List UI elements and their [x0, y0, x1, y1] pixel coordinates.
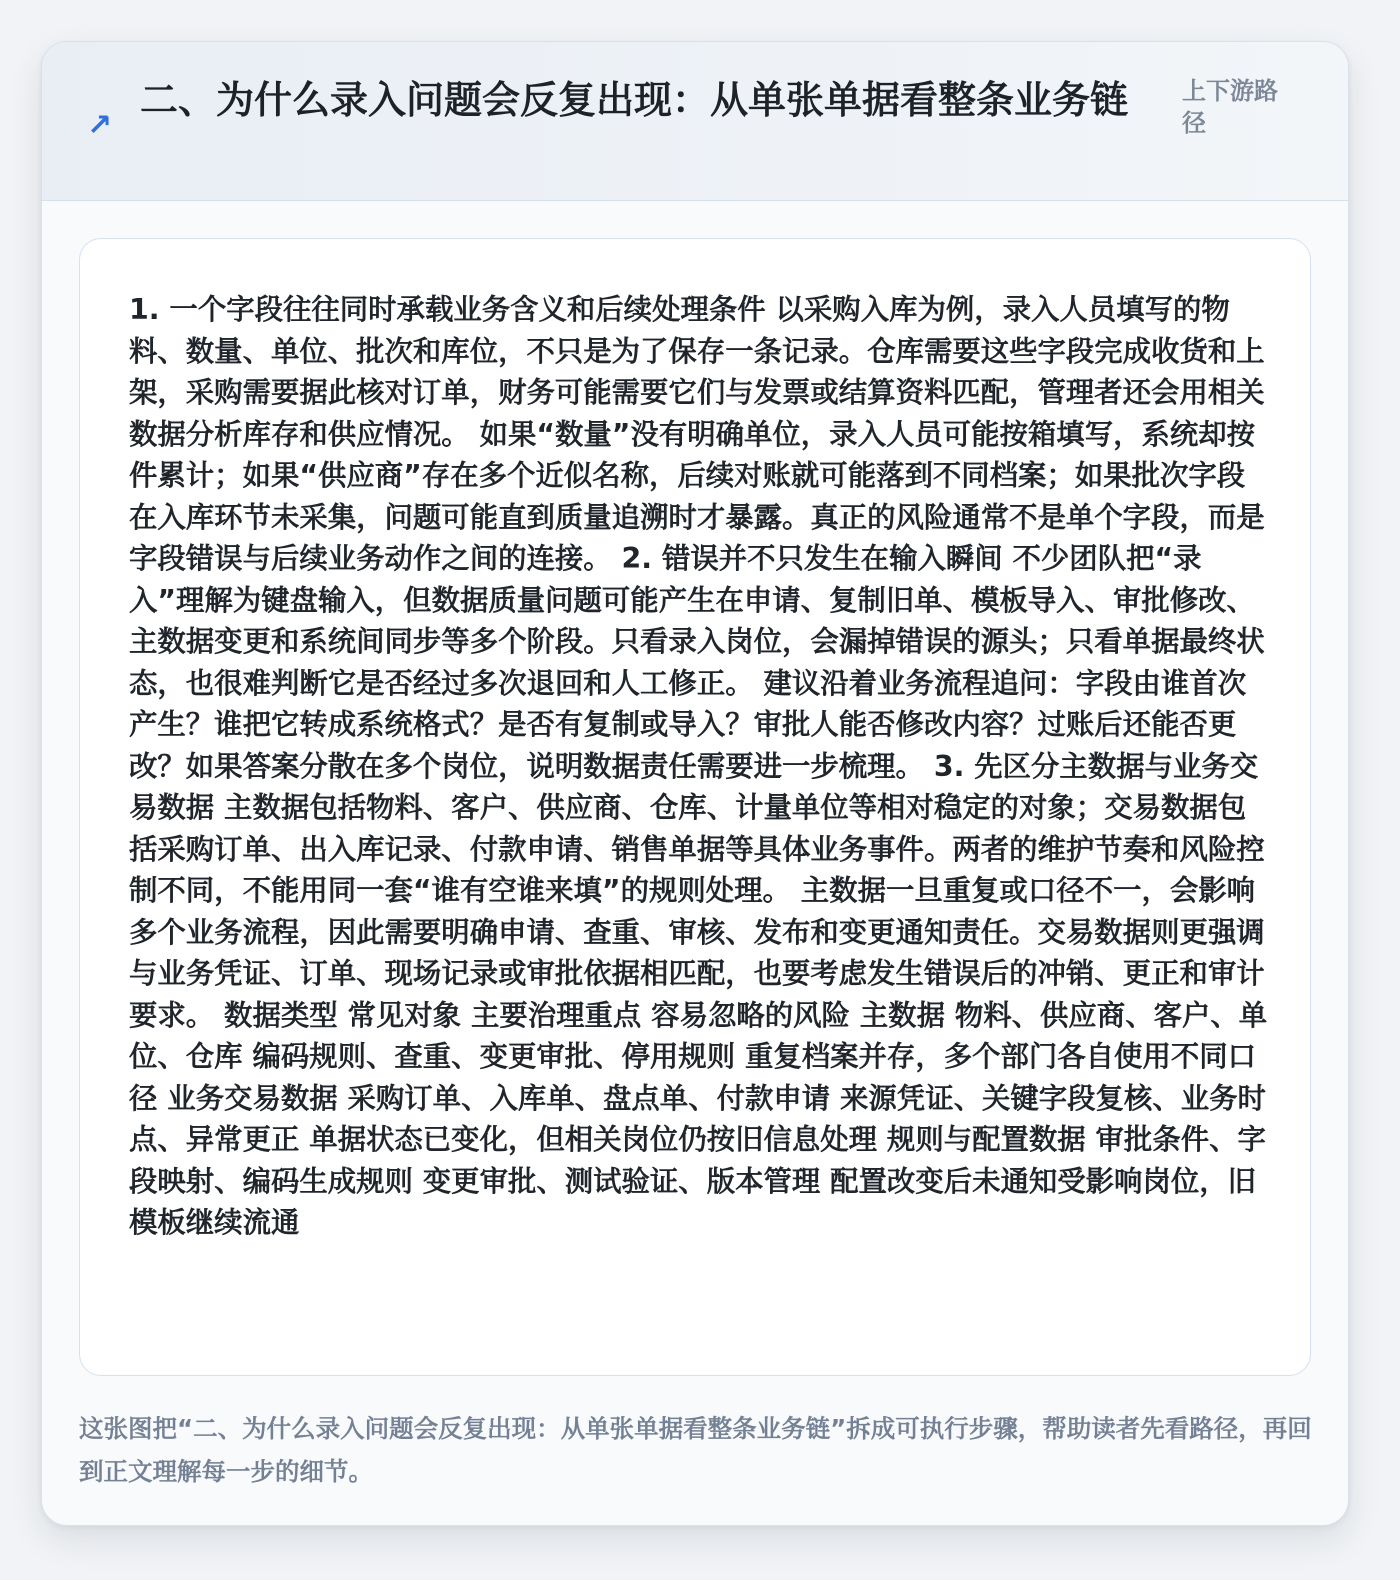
figure-caption: 这张图把“二、为什么录入问题会反复出现：从单张单据看整条业务链”拆成可执行步骤，帮助读者先看路径，再回到正文理解每一步的细节。 — [79, 1414, 1312, 1486]
content-text: 1. 一个字段往往同时承载业务含义和后续处理条件 以采购入库为例，录入人员填写的物料、数量、单位、批次和库位，不只是为了保存一条记录。仓库需要这些字段完成收货和上架，采购需要据此核对订单，财务可能需要它们与发票或结算资料匹配，管理者还会用相关数据分析库存和供应情况。 如果“数量”没有明确单位，录入人员可能按箱填写，系统却按件累计；如果“供应商”存在多个近似名称，后续对账就可能落到不同档案；如果批次字段在入库环节未采集，问题可能直到质量追溯时才暴露。真正的风险通常不是单个字段，而是字段错误与后续业务动作之间的连接。 2. 错误并不只发生在输入瞬间 不少团队把“录入”理解为键盘输入，但数据质量问题可能产生在申请、复制旧单、模板导入、审批修改、主数据变更和系统间同步等多个阶段。只看录入岗位，会漏掉错误的源头；只看单据最终状态，也很难判断它是否经过多次退回和人工修正。 建议沿着业务流程追问：字段由谁首次产生？谁把它转成系统格式？是否有复制或导入？审批人能否修改内容？过账后还能否更改？如果答案分散在多个岗位，说明数据责任需要进一步梳理。 3. 先区分主数据与业务交易数据 主数据包括物料、客户、供应商、仓库、计量单位等相对稳定的对象；交易数据包括采购订单、出入库记录、付款申请、销售单据等具体业务事件。两者的维护节奏和风险控制不同，不能用同一套“谁有空谁来填”的规则处理。 主数据一旦重复或口径不一，会影响多个业务流程，因此需要明确申请、查重、审核、发布和变更通知责任。交易数据则更强调与业务凭证、订单、现场记录或审批依据相匹配，也要考虑发生错误后的冲销、更正和审计要求。 数据类型 常见对象 主要治理重点 容易忽略的风险 主数据 物料、供应商、客户、单位、仓库 编码规则、查重、变更审批、停用规则 重复档案并存，多个部门各自使用不同口径 业务交易数据 采购订单、入库单、盘点单、付款申请 来源凭证、关键字段复核、业务时点、异常更正 单据状态已变化，但相关岗位仍按旧信息处理 规则与配置数据 审批条件、字段映射、编码生成规则 变更审批、测试验证、版本管理 配置改变后未通知受影响岗位，旧模板继续流通 — [129, 293, 1268, 1239]
article-card — [41, 41, 1349, 1526]
card-header — [42, 42, 1348, 201]
path-tag: 上下游路径 — [1182, 77, 1278, 137]
section-title: 二、为什么录入问题会反复出现：从单张单据看整条业务链 — [140, 78, 1129, 122]
content-box — [79, 238, 1311, 1376]
arrow-up-right-icon: ↗ — [87, 108, 113, 143]
